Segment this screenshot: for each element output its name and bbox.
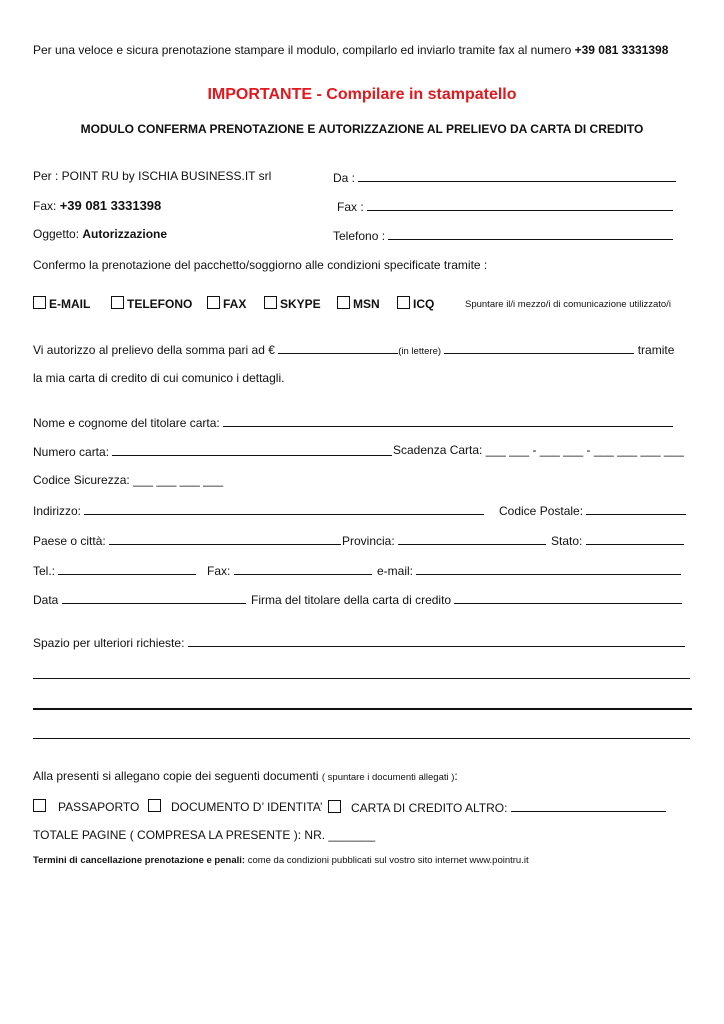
province-label: Provincia:: [342, 534, 395, 548]
expiry-pattern[interactable]: ___ ___ - ___ ___ - ___ ___ ___ ___: [485, 443, 684, 457]
da-label: Da :: [333, 171, 356, 185]
cvv-pattern[interactable]: ___ ___ ___ ___: [133, 473, 224, 487]
channel-fax[interactable]: FAX: [207, 296, 246, 311]
holder-label: Nome e cognome del titolare carta:: [33, 416, 220, 430]
fax-value: +39 081 3331398: [59, 198, 162, 213]
address-label: Indirizzo:: [33, 504, 82, 518]
channel-email[interactable]: E-MAIL: [33, 296, 90, 311]
requests-line-2[interactable]: [33, 678, 690, 679]
telefono-line[interactable]: [388, 227, 673, 240]
channel-msn[interactable]: MSN: [337, 296, 380, 311]
attach-carta[interactable]: CARTA DI CREDITO ALTRO:: [328, 799, 666, 815]
channels-hint: Spuntare il/i mezzo/i di comunicazione utilizzato/i: [465, 299, 671, 310]
checkbox-icon[interactable]: [264, 296, 277, 309]
attachments-hint: ( spuntare i documenti allegati ): [321, 772, 455, 783]
postal-field[interactable]: [499, 502, 686, 518]
checkbox-icon[interactable]: [328, 800, 341, 813]
email-label: e-mail:: [377, 564, 414, 578]
tel-field[interactable]: [33, 562, 196, 578]
card-number-label: Numero carta:: [33, 445, 110, 459]
telefono-field[interactable]: [333, 227, 673, 243]
postal-label: Codice Postale:: [499, 504, 584, 518]
checkbox-icon[interactable]: [111, 296, 124, 309]
holder-field[interactable]: [33, 414, 673, 430]
state-line[interactable]: [586, 532, 684, 545]
channel-telefono[interactable]: TELEFONO: [111, 296, 192, 311]
tramite-label: tramite: [637, 343, 675, 357]
form-title: MODULO CONFERMA PRENOTAZIONE E AUTORIZZAZIONE AL PRELIEVO DA CARTA DI CREDITO: [80, 122, 644, 136]
signature-field[interactable]: [251, 591, 682, 607]
attach-documento[interactable]: DOCUMENTO D’ IDENTITA’: [148, 799, 323, 814]
card-number-line[interactable]: [112, 443, 392, 456]
attachments-line: Alla presenti si allegano copie dei seguenti documenti ( spuntare i documenti allegati ):: [33, 769, 458, 783]
card-number-field[interactable]: [33, 443, 392, 459]
email-field[interactable]: [377, 562, 681, 578]
recipient-fax: [33, 198, 161, 213]
terms-text: come da condizioni pubblicati sul vostro sito internet www.pointru.it: [247, 855, 529, 866]
total-pages[interactable]: TOTALE PAGINE ( COMPRESA LA PRESENTE ): NR. _______: [33, 828, 376, 842]
province-line[interactable]: [398, 532, 546, 545]
section-divider: [33, 708, 692, 710]
checkbox-icon[interactable]: [148, 799, 161, 812]
checkbox-icon[interactable]: [33, 799, 46, 812]
city-line[interactable]: [109, 532, 341, 545]
holder-line[interactable]: [223, 414, 673, 427]
cvv-field[interactable]: [33, 473, 223, 487]
attachments-text: Alla presenti si allegano copie dei seguenti documenti: [33, 769, 319, 783]
amount-line[interactable]: [278, 341, 398, 354]
card-fax-field[interactable]: [207, 562, 372, 578]
terms-line: [33, 855, 529, 866]
card-fax-label: Fax:: [207, 564, 231, 578]
terms-label: Termini di cancellazione prenotazione e penali:: [33, 855, 246, 866]
da-field[interactable]: [333, 169, 676, 185]
expiry-field[interactable]: [393, 443, 684, 457]
authorization-text: Vi autorizzo al prelievo della somma pari ad €: [33, 343, 275, 357]
fax-field[interactable]: [337, 198, 673, 214]
fax2-label: Fax :: [337, 200, 364, 214]
channel-skype[interactable]: SKYPE: [264, 296, 321, 311]
signature-line[interactable]: [454, 591, 682, 604]
intro-text: Per una veloce e sicura prenotazione stampare il modulo, compilarlo ed inviarlo tramite fax al numero: [33, 43, 572, 57]
authorization-line2: la mia carta di credito di cui comunico i dettagli.: [33, 371, 285, 385]
fax-label: Fax:: [33, 199, 57, 213]
intro-line: [33, 43, 668, 57]
da-line[interactable]: [358, 169, 676, 182]
requests-line-3[interactable]: [33, 738, 690, 739]
signature-label: Firma del titolare della carta di credito: [251, 593, 452, 607]
address-field[interactable]: [33, 502, 484, 518]
telefono-label: Telefono :: [333, 229, 386, 243]
tel-line[interactable]: [58, 562, 196, 575]
postal-line[interactable]: [586, 502, 686, 515]
attach-passaporto[interactable]: PASSAPORTO: [33, 799, 139, 814]
important-heading: IMPORTANTE - Compilare in stampatello: [207, 86, 517, 103]
state-label: Stato:: [551, 534, 583, 548]
checkbox-icon[interactable]: [397, 296, 410, 309]
city-field[interactable]: [33, 532, 341, 548]
tel-label: Tel.:: [33, 564, 56, 578]
state-field[interactable]: [551, 532, 684, 548]
oggetto-value: Autorizzazione: [82, 227, 168, 241]
recipient-per: Per : POINT RU by ISCHIA BUSINESS.IT srl: [33, 169, 272, 183]
confirm-text: Confermo la prenotazione del pacchetto/soggiorno alle condizioni specificate tramite :: [33, 258, 488, 272]
requests-label: Spazio per ulteriori richieste:: [33, 636, 185, 650]
channel-icq[interactable]: ICQ: [397, 296, 434, 311]
checkbox-icon[interactable]: [337, 296, 350, 309]
date-field[interactable]: [33, 591, 246, 607]
fax2-line[interactable]: [367, 198, 673, 211]
cvv-label: Codice Sicurezza:: [33, 473, 130, 487]
authorization-line: [33, 341, 674, 357]
recipient-oggetto: [33, 227, 167, 241]
date-label: Data: [33, 593, 59, 607]
expiry-label: Scadenza Carta:: [393, 443, 483, 457]
requests-line[interactable]: [188, 634, 685, 647]
intro-fax-number: +39 081 3331398: [574, 43, 669, 57]
attach-carta-line[interactable]: [511, 799, 666, 812]
requests-field[interactable]: [33, 634, 685, 650]
oggetto-label: Oggetto:: [33, 227, 80, 241]
date-line[interactable]: [62, 591, 246, 604]
province-field[interactable]: [342, 532, 546, 548]
email-line[interactable]: [416, 562, 681, 575]
amount-words-line[interactable]: [444, 341, 634, 354]
address-line[interactable]: [84, 502, 484, 515]
in-lettere-label: (in lettere): [398, 346, 442, 357]
checkbox-icon[interactable]: [207, 296, 220, 309]
city-label: Paese o città:: [33, 534, 106, 548]
checkbox-icon[interactable]: [33, 296, 46, 309]
card-fax-line[interactable]: [234, 562, 372, 575]
